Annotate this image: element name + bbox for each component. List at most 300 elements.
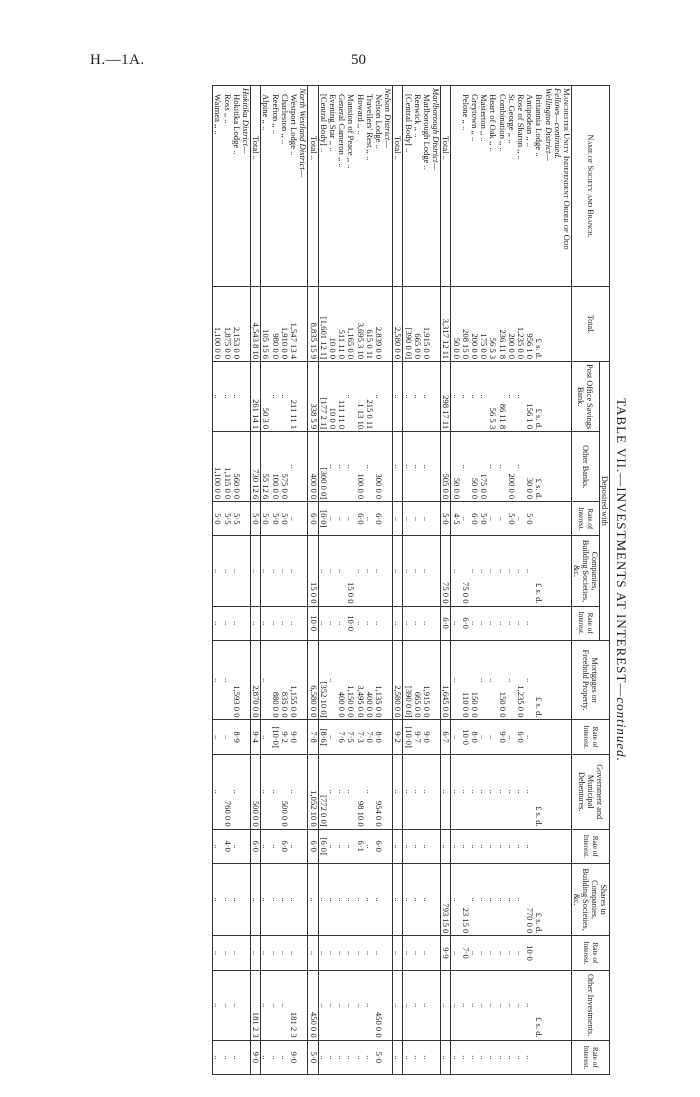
row-value-cell: 1,645 0 0	[441, 640, 451, 720]
row-value-cell	[383, 1040, 393, 1074]
row-value-cell: ..	[403, 432, 413, 502]
table-title	[610, 85, 632, 1075]
row-value-cell: ..	[280, 536, 289, 606]
row-value-cell	[553, 829, 562, 863]
row-value-cell: ..	[393, 536, 403, 606]
row-value-cell	[298, 936, 308, 970]
row-value-cell: 1,155 0 0	[289, 640, 298, 720]
table-row	[507, 86, 516, 1075]
row-value-cell: 500 0 0	[280, 754, 289, 829]
row-value-cell: 1,052 10 0	[308, 754, 318, 829]
row-value-cell	[431, 432, 441, 502]
row-value-cell: 956 1 0	[525, 287, 534, 362]
row-value-cell: ..	[479, 640, 488, 720]
row-value-cell: 1,150 0 0	[346, 640, 355, 720]
row-value-cell: ..	[516, 1040, 525, 1074]
row-value-cell: 2,870 0 0	[251, 640, 261, 720]
row-value-cell: ..	[413, 1040, 422, 1074]
row-value-cell: ..	[422, 362, 431, 432]
row-value-cell: ..	[507, 720, 516, 754]
row-value-cell: ..	[470, 1040, 479, 1074]
row-value-cell	[543, 720, 552, 754]
row-value-cell: ..	[413, 936, 422, 970]
row-value-cell: 15 0 0	[346, 536, 355, 606]
row-value-cell: ..	[271, 970, 280, 1040]
row-value-cell: ..	[318, 1040, 328, 1074]
row-value-cell	[383, 287, 393, 362]
row-value-cell	[298, 362, 308, 432]
row-value-cell: ..	[451, 640, 461, 720]
row-value-cell: ..	[213, 536, 223, 606]
row-value-cell: 110 0 0	[461, 640, 470, 720]
row-value-cell: 56 5 3	[488, 362, 497, 432]
row-value-cell	[298, 287, 308, 362]
row-value-cell: 5·0	[479, 502, 488, 536]
row-value-cell	[431, 287, 441, 362]
row-value-cell: ..	[261, 829, 271, 863]
row-value-cell: ..	[470, 936, 479, 970]
row-value-cell: 1,100 0 0	[213, 287, 223, 362]
row-value-cell: [177 2 1]	[318, 362, 328, 432]
col-rate-companies: Rate of Interest.	[572, 606, 600, 640]
row-value-cell: ..	[525, 720, 534, 754]
col-rate-banks: Rate of Interest.	[572, 502, 600, 536]
row-value-cell: ..	[479, 754, 488, 829]
row-value-cell: ..	[232, 829, 241, 863]
row-value-cell: 7·0	[461, 936, 470, 970]
row-value-cell: 6·0	[280, 829, 289, 863]
row-value-cell	[241, 863, 251, 935]
row-value-cell: ..	[328, 970, 337, 1040]
row-value-cell	[562, 606, 572, 640]
row-value-cell: ..	[280, 863, 289, 935]
row-value-cell: ..	[422, 502, 431, 536]
row-value-cell: 6·0	[308, 502, 318, 536]
table-row	[413, 86, 422, 1075]
row-value-cell: ..	[271, 829, 280, 863]
row-value-cell: 211 11 1	[289, 362, 298, 432]
row-value-cell: ..	[346, 936, 355, 970]
row-value-cell: 6·0	[441, 606, 451, 640]
row-value-cell: ..	[365, 754, 374, 829]
row-value-cell	[298, 640, 308, 720]
table-row	[271, 86, 280, 1075]
row-value-cell: ..	[497, 432, 506, 502]
row-value-cell: 2,580 0 0	[393, 287, 403, 362]
row-value-cell: ..	[261, 754, 271, 829]
row-value-cell	[383, 720, 393, 754]
row-value-cell: ..	[328, 863, 337, 935]
table-row	[470, 86, 479, 1075]
row-value-cell: ..	[222, 1040, 231, 1074]
row-value-cell: £ s. d.	[534, 362, 543, 432]
row-value-cell: 55 12 6	[261, 432, 271, 502]
row-value-cell: ..	[289, 536, 298, 606]
row-value-cell: ..	[488, 970, 497, 1040]
row-value-cell: 954 0 0	[374, 754, 383, 829]
row-value-cell: ..	[422, 829, 431, 863]
row-value-cell: ..	[507, 362, 516, 432]
row-value-cell: 338 5 9	[308, 362, 318, 432]
table-row	[346, 86, 355, 1075]
col-rate-mortgages: Rate of Interest.	[572, 720, 610, 754]
row-name-cell: Fellows—continued.	[553, 86, 562, 287]
row-value-cell: ..	[525, 536, 534, 606]
row-value-cell	[383, 502, 393, 536]
row-value-cell: ..	[488, 936, 497, 970]
row-value-cell: 9·2	[280, 720, 289, 754]
row-value-cell	[241, 432, 251, 502]
row-value-cell: ..	[403, 362, 413, 432]
row-value-cell: 7·6	[337, 720, 346, 754]
row-value-cell: 100 0 0	[271, 432, 280, 502]
row-value-cell: 5·0	[261, 502, 271, 536]
rotated-table-page	[112, 85, 632, 1075]
row-value-cell: ..	[479, 362, 488, 432]
row-value-cell: ..	[403, 754, 413, 829]
table-row	[562, 86, 572, 1075]
row-value-cell: ..	[289, 936, 298, 970]
row-value-cell: ..	[346, 970, 355, 1040]
row-value-cell: 6·0	[251, 829, 261, 863]
row-name-cell: [Central Body] ..	[318, 86, 328, 287]
table-row	[431, 86, 441, 1075]
row-value-cell: ..	[280, 936, 289, 970]
row-value-cell: ..	[337, 754, 346, 829]
row-value-cell: ..	[413, 863, 422, 935]
row-value-cell: ..	[374, 936, 383, 970]
row-value-cell: 5·0	[374, 1040, 383, 1074]
row-value-cell	[553, 640, 562, 720]
row-value-cell: 50 3 0	[261, 362, 271, 432]
row-value-cell: £ s. d.	[534, 536, 543, 606]
row-value-cell: 200 0 0	[507, 287, 516, 362]
row-value-cell: ..	[516, 502, 525, 536]
row-value-cell: 6·0	[374, 502, 383, 536]
row-value-cell: 6·0	[374, 829, 383, 863]
row-value-cell	[543, 536, 552, 606]
row-value-cell	[298, 606, 308, 640]
row-value-cell: ..	[461, 829, 470, 863]
row-value-cell: 5·0	[213, 502, 223, 536]
row-value-cell: 3,695 3 10	[355, 287, 364, 362]
row-value-cell: 1,235 0 0	[516, 640, 525, 720]
row-value-cell: 1,165 0 0	[346, 287, 355, 362]
row-value-cell: ..	[516, 936, 525, 970]
row-value-cell: ..	[222, 640, 231, 720]
row-value-cell: 9·9	[441, 936, 451, 970]
row-value-cell: ..	[271, 754, 280, 829]
row-value-cell	[553, 863, 562, 935]
row-value-cell: ..	[451, 362, 461, 432]
row-value-cell: ..	[261, 606, 271, 640]
row-value-cell	[298, 829, 308, 863]
row-value-cell: ..	[213, 640, 223, 720]
row-value-cell	[383, 936, 393, 970]
row-value-cell: ..	[507, 640, 516, 720]
row-value-cell: ..	[461, 432, 470, 502]
row-value-cell: ..	[318, 863, 328, 935]
row-value-cell: ..	[403, 1040, 413, 1074]
row-value-cell: £ s. d.	[534, 432, 543, 502]
row-value-cell	[241, 754, 251, 829]
row-value-cell: ..	[289, 502, 298, 536]
row-value-cell: 181 2 3	[289, 970, 298, 1040]
row-value-cell	[553, 936, 562, 970]
row-value-cell: ..	[516, 606, 525, 640]
table-row	[251, 86, 261, 1075]
row-value-cell: ..	[280, 362, 289, 432]
row-value-cell: 665 0 0	[413, 287, 422, 362]
row-value-cell: ..	[470, 970, 479, 1040]
row-value-cell	[562, 829, 572, 863]
row-value-cell	[553, 720, 562, 754]
table-row	[488, 86, 497, 1075]
row-value-cell: [10·0]	[271, 720, 280, 754]
table-row	[525, 86, 534, 1075]
row-value-cell: ..	[479, 606, 488, 640]
row-value-cell: ..	[413, 606, 422, 640]
row-value-cell	[383, 432, 393, 502]
table-row	[241, 86, 251, 1075]
col-name: Name of Society and Branch.	[572, 86, 610, 287]
row-value-cell: ..	[451, 754, 461, 829]
row-value-cell	[543, 754, 552, 829]
row-value-cell: 1,115 0 0	[222, 432, 231, 502]
row-name-cell: Travellers' Rest ,, ..	[365, 86, 374, 287]
row-value-cell	[431, 640, 441, 720]
row-value-cell: 6·1	[355, 829, 364, 863]
row-value-cell	[562, 863, 572, 935]
row-value-cell	[431, 536, 441, 606]
row-value-cell: ..	[271, 362, 280, 432]
row-value-cell: ..	[213, 936, 223, 970]
row-value-cell: 400 0 0	[365, 640, 374, 720]
row-value-cell: [300 0 0]	[318, 432, 328, 502]
row-value-cell: [6·0]	[318, 829, 328, 863]
row-value-cell: ..	[365, 863, 374, 935]
row-value-cell: ..	[355, 863, 364, 935]
row-value-cell: £ s. d.	[534, 863, 543, 935]
row-value-cell: ..	[507, 970, 516, 1040]
row-value-cell	[543, 606, 552, 640]
row-value-cell: ..	[497, 829, 506, 863]
row-value-cell: ..	[451, 936, 461, 970]
row-value-cell: ..	[337, 432, 346, 502]
row-value-cell	[383, 970, 393, 1040]
row-value-cell: ..	[413, 829, 422, 863]
row-value-cell	[431, 936, 441, 970]
row-value-cell: 3,495 0 0	[355, 640, 364, 720]
row-value-cell: ..	[365, 536, 374, 606]
header-left: H.—1A.	[90, 52, 145, 68]
row-value-cell	[241, 720, 251, 754]
row-value-cell: 5·0	[251, 502, 261, 536]
row-value-cell: 4·5	[451, 502, 461, 536]
row-value-cell: 111 11 0	[337, 362, 346, 432]
row-value-cell: ..	[232, 362, 241, 432]
row-value-cell: ..	[261, 536, 271, 606]
table-row	[497, 86, 506, 1075]
row-value-cell: 793 15 0	[441, 863, 451, 935]
row-value-cell: ..	[337, 936, 346, 970]
row-value-cell: [390 0 0]	[403, 287, 413, 362]
row-value-cell: ..	[516, 863, 525, 935]
row-value-cell: ..	[403, 863, 413, 935]
row-value-cell	[298, 863, 308, 935]
table-row	[298, 86, 308, 1075]
row-value-cell: 4·0	[222, 829, 231, 863]
row-value-cell	[553, 536, 562, 606]
table-row	[318, 86, 328, 1075]
row-value-cell	[431, 754, 441, 829]
row-value-cell: 10·0	[346, 606, 355, 640]
row-value-cell: ..	[328, 536, 337, 606]
row-value-cell: ..	[280, 606, 289, 640]
row-value-cell: 1,593 0 0	[232, 640, 241, 720]
row-value-cell: ..	[346, 1040, 355, 1074]
row-value-cell	[543, 287, 552, 362]
row-value-cell	[241, 640, 251, 720]
row-value-cell: 560 0 0	[232, 432, 241, 502]
row-value-cell: 9·0	[289, 1040, 298, 1074]
row-value-cell	[431, 502, 441, 536]
row-value-cell: 9·7	[413, 720, 422, 754]
col-other-investments: Other Investments.	[572, 970, 610, 1040]
row-value-cell: ..	[488, 720, 497, 754]
table-row	[479, 86, 488, 1075]
row-value-cell: ..	[479, 536, 488, 606]
row-value-cell	[241, 829, 251, 863]
row-value-cell: 150 0 0	[470, 640, 479, 720]
row-value-cell: ..	[451, 863, 461, 935]
row-value-cell: ..	[271, 863, 280, 935]
row-value-cell: ..	[488, 863, 497, 935]
row-value-cell: ..	[413, 536, 422, 606]
row-name-cell: Marlborough Lodge ..	[422, 86, 431, 287]
row-value-cell	[241, 970, 251, 1040]
table-row	[355, 86, 364, 1075]
col-total: Total.	[572, 287, 610, 362]
row-value-cell: ..	[470, 754, 479, 829]
col-shares: Shares in Companies, Building Societies, &c.	[572, 863, 610, 935]
row-value-cell: ..	[479, 970, 488, 1040]
col-other-banks: Other Banks.	[572, 432, 600, 502]
row-name-cell: General Cameron ,, ..	[337, 86, 346, 287]
row-value-cell: ..	[365, 970, 374, 1040]
row-value-cell: ..	[261, 640, 271, 720]
row-value-cell	[562, 640, 572, 720]
row-value-cell: ..	[497, 754, 506, 829]
row-value-cell: 8·0	[374, 720, 383, 754]
row-value-cell: ..	[393, 754, 403, 829]
table-row	[365, 86, 374, 1075]
row-value-cell	[298, 970, 308, 1040]
row-name-cell: Masterton ,, ..	[479, 86, 488, 287]
row-value-cell: ..	[525, 640, 534, 720]
row-value-cell: 200 0 0	[507, 432, 516, 502]
row-value-cell: ..	[497, 936, 506, 970]
row-name-cell: Alpine ,, ..	[261, 86, 271, 287]
row-value-cell: ..	[422, 536, 431, 606]
row-value-cell: ..	[308, 936, 318, 970]
row-value-cell: ..	[355, 606, 364, 640]
row-value-cell: ..	[346, 502, 355, 536]
row-value-cell: ..	[251, 863, 261, 935]
row-name-cell: Marlborough District—	[431, 86, 441, 287]
table-row	[422, 86, 431, 1075]
row-value-cell: ..	[393, 863, 403, 935]
row-value-cell: ..	[346, 863, 355, 935]
row-value-cell: ..	[213, 1040, 223, 1074]
row-value-cell: ..	[232, 606, 241, 640]
row-value-cell: ..	[261, 1040, 271, 1074]
row-value-cell	[241, 936, 251, 970]
row-value-cell: ..	[271, 536, 280, 606]
row-value-cell: 575 0 0	[280, 432, 289, 502]
row-value-cell: [8·6]	[318, 720, 328, 754]
row-value-cell: ..	[365, 936, 374, 970]
row-value-cell	[543, 863, 552, 935]
row-value-cell: ..	[461, 754, 470, 829]
row-value-cell: ..	[516, 970, 525, 1040]
row-value-cell: ..	[222, 536, 231, 606]
row-value-cell	[562, 287, 572, 362]
row-value-cell: 175 0 0	[479, 287, 488, 362]
row-value-cell: 56 5 3	[488, 287, 497, 362]
row-value-cell: 9·2	[393, 720, 403, 754]
row-value-cell: 1,235 0 0	[516, 287, 525, 362]
col-deposited-with: Deposited with	[600, 362, 610, 641]
row-value-cell: ..	[461, 1040, 470, 1074]
row-value-cell: ..	[251, 606, 261, 640]
row-value-cell	[383, 606, 393, 640]
row-value-cell: 880 0 0	[271, 640, 280, 720]
row-value-cell: ..	[525, 754, 534, 829]
row-value-cell: 10·0	[525, 936, 534, 970]
row-name-cell: [Central Body] ..	[403, 86, 413, 287]
row-value-cell: £ s. d.	[534, 754, 543, 829]
row-value-cell: ..	[451, 1040, 461, 1074]
row-name-cell: Nelson Lodge ..	[374, 86, 383, 287]
row-value-cell: ..	[470, 829, 479, 863]
row-value-cell: 5·0	[507, 502, 516, 536]
row-name-cell: Waimea ,, ..	[213, 86, 223, 287]
row-value-cell: 6·0	[308, 829, 318, 863]
col-rate-other: Rate of Interest.	[572, 1040, 610, 1074]
row-value-cell: ..	[318, 936, 328, 970]
row-value-cell: ..	[328, 640, 337, 720]
row-value-cell: ..	[422, 863, 431, 935]
col-rate-government: Rate of Interest.	[572, 829, 610, 863]
row-value-cell: 7·8	[308, 720, 318, 754]
row-name-cell: Evening Star ,, ..	[328, 86, 337, 287]
row-value-cell: ..	[261, 936, 271, 970]
table-title-main: TABLE VII.—INVESTMENTS AT INTEREST—	[614, 398, 629, 698]
row-value-cell: 5·5	[232, 502, 241, 536]
row-value-cell: 9·0	[497, 720, 506, 754]
row-name-cell: Total ..	[441, 86, 451, 287]
row-value-cell: 9·0	[422, 720, 431, 754]
row-name-cell: Hokitika Lodge ..	[232, 86, 241, 287]
row-value-cell: ..	[374, 863, 383, 935]
row-value-cell: ..	[355, 936, 364, 970]
row-value-cell: 75 0 0	[441, 536, 451, 606]
row-value-cell	[431, 362, 441, 432]
row-value-cell	[298, 720, 308, 754]
row-value-cell: ..	[441, 829, 451, 863]
row-value-cell: ..	[355, 970, 364, 1040]
